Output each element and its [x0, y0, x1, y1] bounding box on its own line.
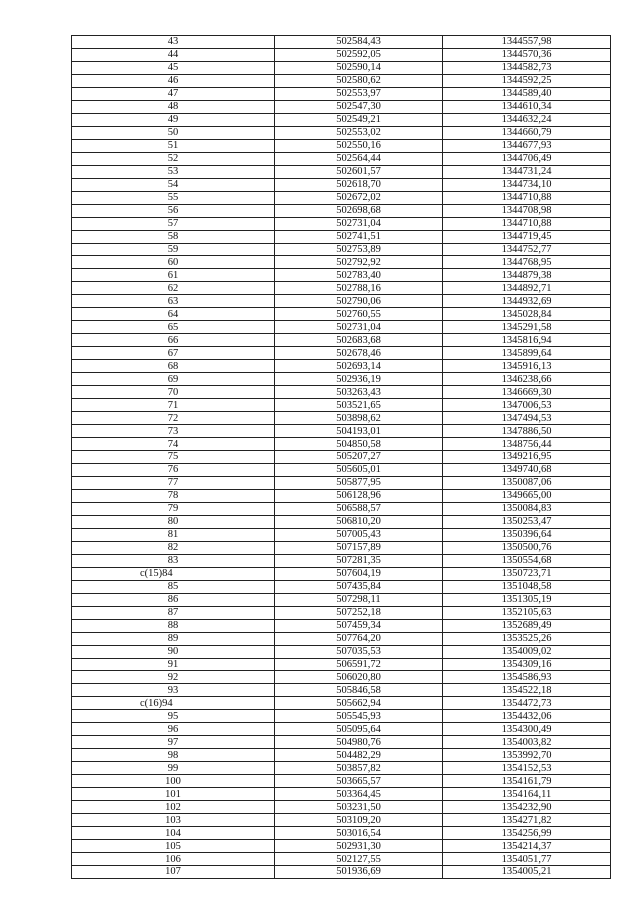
- table-row: [72, 515, 611, 528]
- point-number-cell: 45: [72, 61, 275, 74]
- y-coordinate-cell: 1344710,88: [443, 191, 611, 204]
- coordinates-table: [71, 35, 611, 879]
- x-coordinate-cell: 506128,96: [275, 489, 443, 502]
- table-row: [72, 749, 611, 762]
- y-coordinate-cell: 1354051,77: [443, 853, 611, 866]
- y-coordinate-cell: 1354232,90: [443, 801, 611, 814]
- y-coordinate-cell: 1347006,53: [443, 399, 611, 412]
- y-coordinate-cell: 1345291,58: [443, 321, 611, 334]
- point-number-cell: 51: [72, 139, 275, 152]
- y-coordinate-cell: 1354009,02: [443, 645, 611, 658]
- point-number-cell: 103: [72, 814, 275, 827]
- table-row: [72, 100, 611, 113]
- table-row: [72, 853, 611, 866]
- y-coordinate-cell: 1344879,38: [443, 269, 611, 282]
- y-coordinate-cell: 1344582,73: [443, 61, 611, 74]
- table-row: [72, 243, 611, 256]
- point-number-cell: 67: [72, 347, 275, 360]
- table-row: [72, 463, 611, 476]
- y-coordinate-cell: 1354256,99: [443, 827, 611, 840]
- table-row: [72, 736, 611, 749]
- point-number-cell: 72: [72, 412, 275, 425]
- table-row: [72, 74, 611, 87]
- x-coordinate-cell: 503898,62: [275, 412, 443, 425]
- point-number-cell: 83: [72, 554, 275, 567]
- table-row: [72, 723, 611, 736]
- y-coordinate-cell: 1344932,69: [443, 295, 611, 308]
- x-coordinate-cell: 503016,54: [275, 827, 443, 840]
- point-number-cell: 62: [72, 282, 275, 295]
- x-coordinate-cell: 502783,40: [275, 269, 443, 282]
- point-number-cell: 53: [72, 165, 275, 178]
- y-coordinate-cell: 1354214,37: [443, 840, 611, 853]
- y-coordinate-cell: 1354586,93: [443, 671, 611, 684]
- point-number-cell: 66: [72, 334, 275, 347]
- y-coordinate-cell: 1344570,36: [443, 48, 611, 61]
- y-coordinate-cell: 1352105,63: [443, 606, 611, 619]
- y-coordinate-cell: 1344660,79: [443, 126, 611, 139]
- x-coordinate-cell: 507459,34: [275, 619, 443, 632]
- table-row: [72, 269, 611, 282]
- table-row: [72, 347, 611, 360]
- x-coordinate-cell: 504850,58: [275, 438, 443, 451]
- x-coordinate-cell: 505545,93: [275, 710, 443, 723]
- point-number-cell: 73: [72, 425, 275, 438]
- table-row: [72, 580, 611, 593]
- point-number-cell: 82: [72, 541, 275, 554]
- point-number-cell: 60: [72, 256, 275, 269]
- point-number-cell: 56: [72, 204, 275, 217]
- x-coordinate-cell: 507005,43: [275, 528, 443, 541]
- point-number-cell: 95: [72, 710, 275, 723]
- table-row: [72, 438, 611, 451]
- y-coordinate-cell: 1344589,40: [443, 87, 611, 100]
- y-coordinate-cell: 1344892,71: [443, 282, 611, 295]
- table-row: [72, 334, 611, 347]
- point-number-cell: c(15)84: [72, 567, 275, 580]
- x-coordinate-cell: 505662,94: [275, 697, 443, 710]
- x-coordinate-cell: 505095,64: [275, 723, 443, 736]
- y-coordinate-cell: 1349740,68: [443, 463, 611, 476]
- table-row: [72, 567, 611, 580]
- table-row: [72, 412, 611, 425]
- point-number-cell: 104: [72, 827, 275, 840]
- x-coordinate-cell: 507281,35: [275, 554, 443, 567]
- table-row: [72, 606, 611, 619]
- y-coordinate-cell: 1350084,83: [443, 502, 611, 515]
- table-row: [72, 217, 611, 230]
- point-number-cell: 44: [72, 48, 275, 61]
- x-coordinate-cell: 507604,19: [275, 567, 443, 580]
- point-number-cell: 93: [72, 684, 275, 697]
- point-number-cell: 100: [72, 775, 275, 788]
- x-coordinate-cell: 502590,14: [275, 61, 443, 74]
- y-coordinate-cell: 1354472,73: [443, 697, 611, 710]
- y-coordinate-cell: 1344734,10: [443, 178, 611, 191]
- point-number-cell: 50: [72, 126, 275, 139]
- y-coordinate-cell: 1354300,49: [443, 723, 611, 736]
- x-coordinate-cell: 502672,02: [275, 191, 443, 204]
- x-coordinate-cell: 502753,89: [275, 243, 443, 256]
- point-number-cell: 63: [72, 295, 275, 308]
- point-number-cell: 88: [72, 619, 275, 632]
- x-coordinate-cell: 503857,82: [275, 762, 443, 775]
- y-coordinate-cell: 1354152,53: [443, 762, 611, 775]
- y-coordinate-cell: 1344677,93: [443, 139, 611, 152]
- table-row: [72, 36, 611, 49]
- point-number-cell: 81: [72, 528, 275, 541]
- point-number-cell: 76: [72, 463, 275, 476]
- x-coordinate-cell: 505605,01: [275, 463, 443, 476]
- table-row: [72, 762, 611, 775]
- point-number-cell: 61: [72, 269, 275, 282]
- table-row: [72, 619, 611, 632]
- x-coordinate-cell: 502553,97: [275, 87, 443, 100]
- table-row: [72, 541, 611, 554]
- x-coordinate-cell: 504980,76: [275, 736, 443, 749]
- point-number-cell: 59: [72, 243, 275, 256]
- table-row: [72, 788, 611, 801]
- x-coordinate-cell: 502788,16: [275, 282, 443, 295]
- point-number-cell: 106: [72, 853, 275, 866]
- table-row: [72, 671, 611, 684]
- x-coordinate-cell: 502931,30: [275, 840, 443, 853]
- x-coordinate-cell: 504482,29: [275, 749, 443, 762]
- x-coordinate-cell: 505846,58: [275, 684, 443, 697]
- table-row: [72, 697, 611, 710]
- y-coordinate-cell: 1344710,88: [443, 217, 611, 230]
- y-coordinate-cell: 1354003,82: [443, 736, 611, 749]
- point-number-cell: 101: [72, 788, 275, 801]
- point-number-cell: 102: [72, 801, 275, 814]
- y-coordinate-cell: 1345816,94: [443, 334, 611, 347]
- point-number-cell: 74: [72, 438, 275, 451]
- x-coordinate-cell: 502698,68: [275, 204, 443, 217]
- x-coordinate-cell: 504193,01: [275, 425, 443, 438]
- point-number-cell: 80: [72, 515, 275, 528]
- point-number-cell: 49: [72, 113, 275, 126]
- point-number-cell: 48: [72, 100, 275, 113]
- x-coordinate-cell: 506810,20: [275, 515, 443, 528]
- y-coordinate-cell: 1350723,71: [443, 567, 611, 580]
- y-coordinate-cell: 1354522,18: [443, 684, 611, 697]
- x-coordinate-cell: 506020,80: [275, 671, 443, 684]
- table-row: [72, 230, 611, 243]
- point-number-cell: 47: [72, 87, 275, 100]
- table-row: [72, 684, 611, 697]
- point-number-cell: 105: [72, 840, 275, 853]
- table-row: [72, 139, 611, 152]
- point-number-cell: 107: [72, 866, 275, 879]
- point-number-cell: 75: [72, 451, 275, 464]
- x-coordinate-cell: 506588,57: [275, 502, 443, 515]
- point-number-cell: 77: [72, 476, 275, 489]
- table-row: [72, 801, 611, 814]
- x-coordinate-cell: 502731,04: [275, 321, 443, 334]
- point-number-cell: 92: [72, 671, 275, 684]
- table-row: [72, 191, 611, 204]
- table-row: [72, 386, 611, 399]
- x-coordinate-cell: 502693,14: [275, 360, 443, 373]
- y-coordinate-cell: 1354271,82: [443, 814, 611, 827]
- x-coordinate-cell: 502792,92: [275, 256, 443, 269]
- y-coordinate-cell: 1354309,16: [443, 658, 611, 671]
- point-number-cell: 91: [72, 658, 275, 671]
- x-coordinate-cell: 503231,50: [275, 801, 443, 814]
- y-coordinate-cell: 1354432,06: [443, 710, 611, 723]
- table-row: [72, 840, 611, 853]
- table-row: [72, 126, 611, 139]
- table-row: [72, 476, 611, 489]
- table-row: [72, 554, 611, 567]
- point-number-cell: 54: [72, 178, 275, 191]
- y-coordinate-cell: 1351305,19: [443, 593, 611, 606]
- y-coordinate-cell: 1350087,06: [443, 476, 611, 489]
- table-row: [72, 204, 611, 217]
- y-coordinate-cell: 1344719,45: [443, 230, 611, 243]
- y-coordinate-cell: 1345028,84: [443, 308, 611, 321]
- y-coordinate-cell: 1344752,77: [443, 243, 611, 256]
- x-coordinate-cell: 501936,69: [275, 866, 443, 879]
- x-coordinate-cell: 502547,30: [275, 100, 443, 113]
- point-number-cell: 79: [72, 502, 275, 515]
- x-coordinate-cell: 505207,27: [275, 451, 443, 464]
- y-coordinate-cell: 1354161,79: [443, 775, 611, 788]
- coordinates-table-body: [72, 36, 611, 879]
- point-number-cell: 64: [72, 308, 275, 321]
- x-coordinate-cell: 506591,72: [275, 658, 443, 671]
- point-number-cell: 97: [72, 736, 275, 749]
- table-row: [72, 152, 611, 165]
- table-row: [72, 866, 611, 879]
- x-coordinate-cell: 507298,11: [275, 593, 443, 606]
- x-coordinate-cell: 503263,43: [275, 386, 443, 399]
- table-row: [72, 61, 611, 74]
- y-coordinate-cell: 1354005,21: [443, 866, 611, 879]
- table-row: [72, 814, 611, 827]
- table-row: [72, 399, 611, 412]
- y-coordinate-cell: 1352689,49: [443, 619, 611, 632]
- x-coordinate-cell: 502592,05: [275, 48, 443, 61]
- x-coordinate-cell: 502584,43: [275, 36, 443, 49]
- x-coordinate-cell: 502790,06: [275, 295, 443, 308]
- y-coordinate-cell: 1350500,76: [443, 541, 611, 554]
- x-coordinate-cell: 502550,16: [275, 139, 443, 152]
- x-coordinate-cell: 502564,44: [275, 152, 443, 165]
- y-coordinate-cell: 1353525,26: [443, 632, 611, 645]
- table-row: [72, 658, 611, 671]
- point-number-cell: 69: [72, 373, 275, 386]
- x-coordinate-cell: 502731,04: [275, 217, 443, 230]
- table-row: [72, 451, 611, 464]
- table-row: [72, 827, 611, 840]
- point-number-cell: 52: [72, 152, 275, 165]
- y-coordinate-cell: 1347886,50: [443, 425, 611, 438]
- table-row: [72, 710, 611, 723]
- point-number-cell: 70: [72, 386, 275, 399]
- table-row: [72, 165, 611, 178]
- y-coordinate-cell: 1349216,95: [443, 451, 611, 464]
- x-coordinate-cell: 503109,20: [275, 814, 443, 827]
- table-row: [72, 645, 611, 658]
- y-coordinate-cell: 1349665,00: [443, 489, 611, 502]
- table-row: [72, 282, 611, 295]
- point-number-cell: 46: [72, 74, 275, 87]
- x-coordinate-cell: 502580,62: [275, 74, 443, 87]
- y-coordinate-cell: 1348756,44: [443, 438, 611, 451]
- x-coordinate-cell: 507157,89: [275, 541, 443, 554]
- y-coordinate-cell: 1354164,11: [443, 788, 611, 801]
- table-row: [72, 295, 611, 308]
- y-coordinate-cell: 1344731,24: [443, 165, 611, 178]
- point-number-cell: 43: [72, 36, 275, 49]
- table-row: [72, 593, 611, 606]
- table-row: [72, 528, 611, 541]
- point-number-cell: 78: [72, 489, 275, 502]
- y-coordinate-cell: 1350554,68: [443, 554, 611, 567]
- point-number-cell: 68: [72, 360, 275, 373]
- table-row: [72, 178, 611, 191]
- point-number-cell: 90: [72, 645, 275, 658]
- table-row: [72, 632, 611, 645]
- point-number-cell: 86: [72, 593, 275, 606]
- y-coordinate-cell: 1351048,58: [443, 580, 611, 593]
- y-coordinate-cell: 1344557,98: [443, 36, 611, 49]
- x-coordinate-cell: 502936,19: [275, 373, 443, 386]
- x-coordinate-cell: 502127,55: [275, 853, 443, 866]
- table-row: [72, 373, 611, 386]
- point-number-cell: 55: [72, 191, 275, 204]
- x-coordinate-cell: 502601,57: [275, 165, 443, 178]
- y-coordinate-cell: 1344708,98: [443, 204, 611, 217]
- y-coordinate-cell: 1345916,13: [443, 360, 611, 373]
- y-coordinate-cell: 1345899,64: [443, 347, 611, 360]
- y-coordinate-cell: 1350396,64: [443, 528, 611, 541]
- y-coordinate-cell: 1346238,66: [443, 373, 611, 386]
- table-row: [72, 502, 611, 515]
- point-number-cell: 98: [72, 749, 275, 762]
- table-row: [72, 425, 611, 438]
- y-coordinate-cell: 1347494,53: [443, 412, 611, 425]
- x-coordinate-cell: 502618,70: [275, 178, 443, 191]
- y-coordinate-cell: 1344706,49: [443, 152, 611, 165]
- point-number-cell: 89: [72, 632, 275, 645]
- y-coordinate-cell: 1353992,70: [443, 749, 611, 762]
- point-number-cell: 99: [72, 762, 275, 775]
- x-coordinate-cell: 502741,51: [275, 230, 443, 243]
- x-coordinate-cell: 507764,20: [275, 632, 443, 645]
- x-coordinate-cell: 502760,55: [275, 308, 443, 321]
- x-coordinate-cell: 507252,18: [275, 606, 443, 619]
- y-coordinate-cell: 1344592,25: [443, 74, 611, 87]
- x-coordinate-cell: 507435,84: [275, 580, 443, 593]
- y-coordinate-cell: 1350253,47: [443, 515, 611, 528]
- point-number-cell: c(16)94: [72, 697, 275, 710]
- x-coordinate-cell: 505877,95: [275, 476, 443, 489]
- table-row: [72, 775, 611, 788]
- x-coordinate-cell: 502553,02: [275, 126, 443, 139]
- y-coordinate-cell: 1344632,24: [443, 113, 611, 126]
- point-number-cell: 58: [72, 230, 275, 243]
- x-coordinate-cell: 507035,53: [275, 645, 443, 658]
- table-row: [72, 113, 611, 126]
- y-coordinate-cell: 1344768,95: [443, 256, 611, 269]
- y-coordinate-cell: 1344610,34: [443, 100, 611, 113]
- x-coordinate-cell: 502683,68: [275, 334, 443, 347]
- table-row: [72, 308, 611, 321]
- point-number-cell: 65: [72, 321, 275, 334]
- x-coordinate-cell: 503665,57: [275, 775, 443, 788]
- x-coordinate-cell: 502678,46: [275, 347, 443, 360]
- point-number-cell: 85: [72, 580, 275, 593]
- table-row: [72, 360, 611, 373]
- table-row: [72, 48, 611, 61]
- x-coordinate-cell: 503521,65: [275, 399, 443, 412]
- point-number-cell: 87: [72, 606, 275, 619]
- point-number-cell: 57: [72, 217, 275, 230]
- point-number-cell: 96: [72, 723, 275, 736]
- x-coordinate-cell: 502549,21: [275, 113, 443, 126]
- table-row: [72, 321, 611, 334]
- y-coordinate-cell: 1346669,30: [443, 386, 611, 399]
- point-number-cell: 71: [72, 399, 275, 412]
- table-row: [72, 87, 611, 100]
- table-row: [72, 256, 611, 269]
- table-row: [72, 489, 611, 502]
- x-coordinate-cell: 503364,45: [275, 788, 443, 801]
